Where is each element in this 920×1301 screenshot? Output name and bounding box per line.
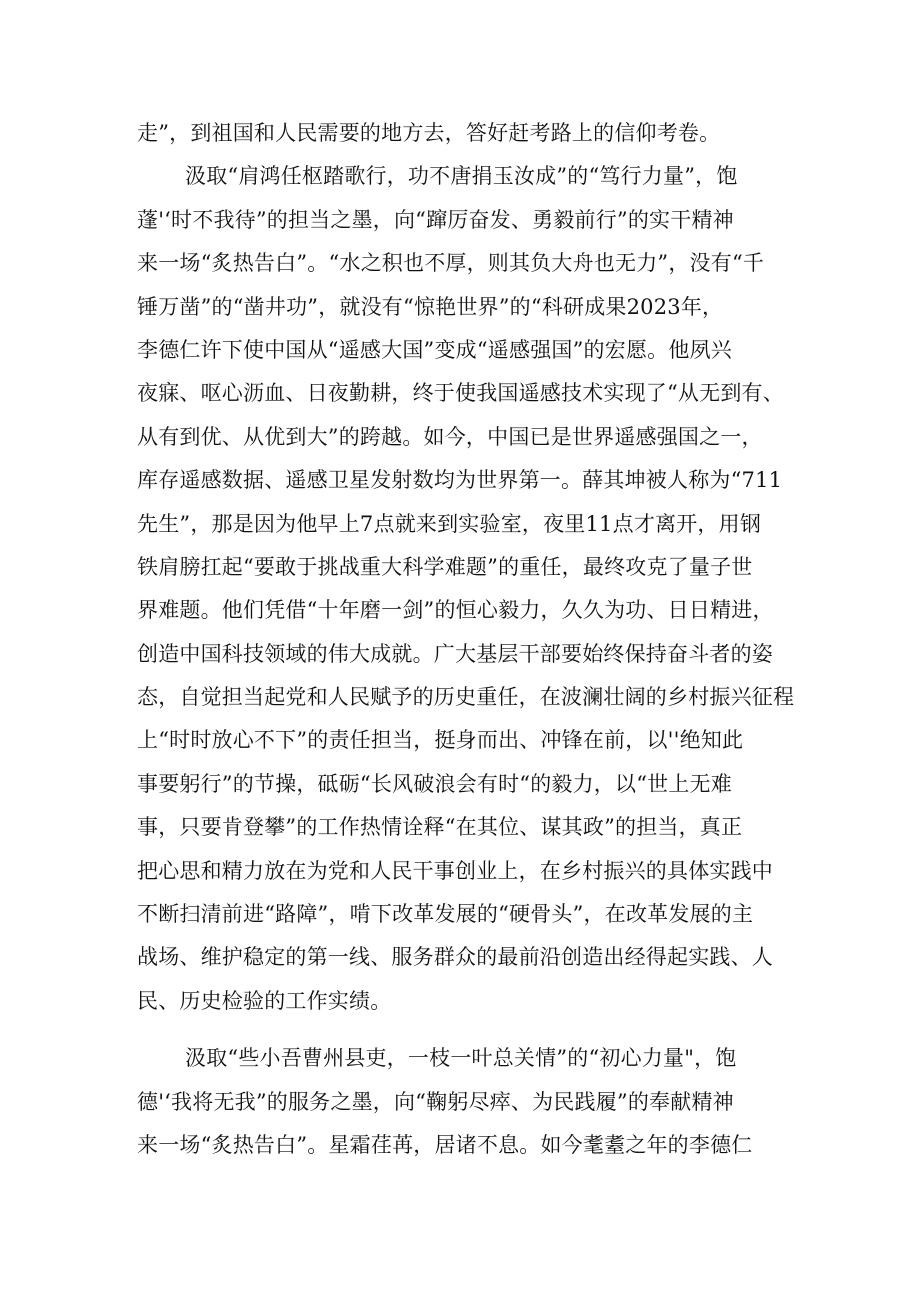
text-line: 铁肩膀扛起“要敢于挑战重大科学难题”的重任，最终攻克了量子世 (137, 554, 753, 579)
text-line: 锤万凿”的“凿井功”，就没有“惊艳世界”的“科研成果2023年， (137, 294, 724, 319)
text-line: 来一场“炙热告白”。星霜荏苒，居诸不息。如今耄耋之年的李德仁 (137, 1132, 753, 1157)
text-line: 走”，到祖国和人民需要的地方去，答好赶考路上的信仰考卷。 (137, 121, 721, 145)
text-line: 上“时时放心不下”的责任担当，挺身而出、冲锋在前，以''绝知此 (137, 728, 744, 753)
paragraph-first-line: 汲取“肩鸿任枢踏歌行，功不唐捐玉汝成”的“笃行力量”，饱 (185, 164, 738, 189)
text-line: 态，自觉担当起党和人民赋予的历史重任，在波澜壮阔的乡村振兴征程 (137, 685, 795, 710)
text-line: 把心思和精力放在为党和人民干事创业上，在乡村振兴的具体实践中 (137, 858, 773, 883)
text-line: 夜寐、呕心沥血、日夜勤耕，终于使我国遥感技术实现了“从无到有、 (137, 381, 784, 406)
text-line: 事，只要肯登攀”的工作热情诠释“在其位、谋其政”的担当，真正 (137, 815, 743, 840)
text-line: 战场、维护稳定的第一线、服务群众的最前沿创造出经得起实践、人 (137, 945, 773, 970)
text-line: 创造中国科技领域的伟大成就。广大基层干部要始终保持奋斗者的姿 (137, 641, 773, 666)
text-line: 蓬'‘时不我待”的担当之墨，向“蹿厉奋发、勇毅前行”的实干精神 (137, 207, 734, 232)
document-body (137, 112, 797, 1167)
text-line: 从有到优、从优到大”的跨越。如今，中国已是世界遥感强国之一， (137, 424, 763, 449)
paragraph-first-line: 汲取“些小吾曹州县吏，一枝一叶总关情”的“初心力量"，饱 (185, 1046, 737, 1071)
text-line: 李德仁许下使中国从“遥感大国”变成“遥感强国”的宏愿。他夙兴 (137, 337, 732, 362)
text-line: 民、历史检验的工作实绩。 (137, 988, 392, 1013)
paragraph-spacer (137, 1023, 797, 1037)
text-line: 先生”，那是因为他早上7点就来到实验室，夜里11点才离开，用钢 (137, 511, 762, 536)
text-line: 库存遥感数据、遥感卫星发射数均为世界第一。薛其坤被人称为“711 (137, 468, 783, 493)
text-line: 不断扫清前进“路障”，啃下改革发展的“硬骨头”，在改革发展的主 (137, 902, 754, 927)
text-line: 德'‘我将无我”的服务之墨，向“鞠躬尽瘁、为民践履”的奉献精神 (137, 1089, 734, 1114)
text-line: 界难题。他们凭借“十年磨一剑”的恒心毅力，久久为功、日日精进， (137, 598, 774, 623)
text-line: 事要躬行”的节操，砥砺“长风破浪会有时“的毅力，以“世上无难 (137, 771, 732, 796)
text-line: 来一场“炙热告白”。“水之积也不厚，则其负大舟也无力”，没有“千 (137, 251, 765, 276)
